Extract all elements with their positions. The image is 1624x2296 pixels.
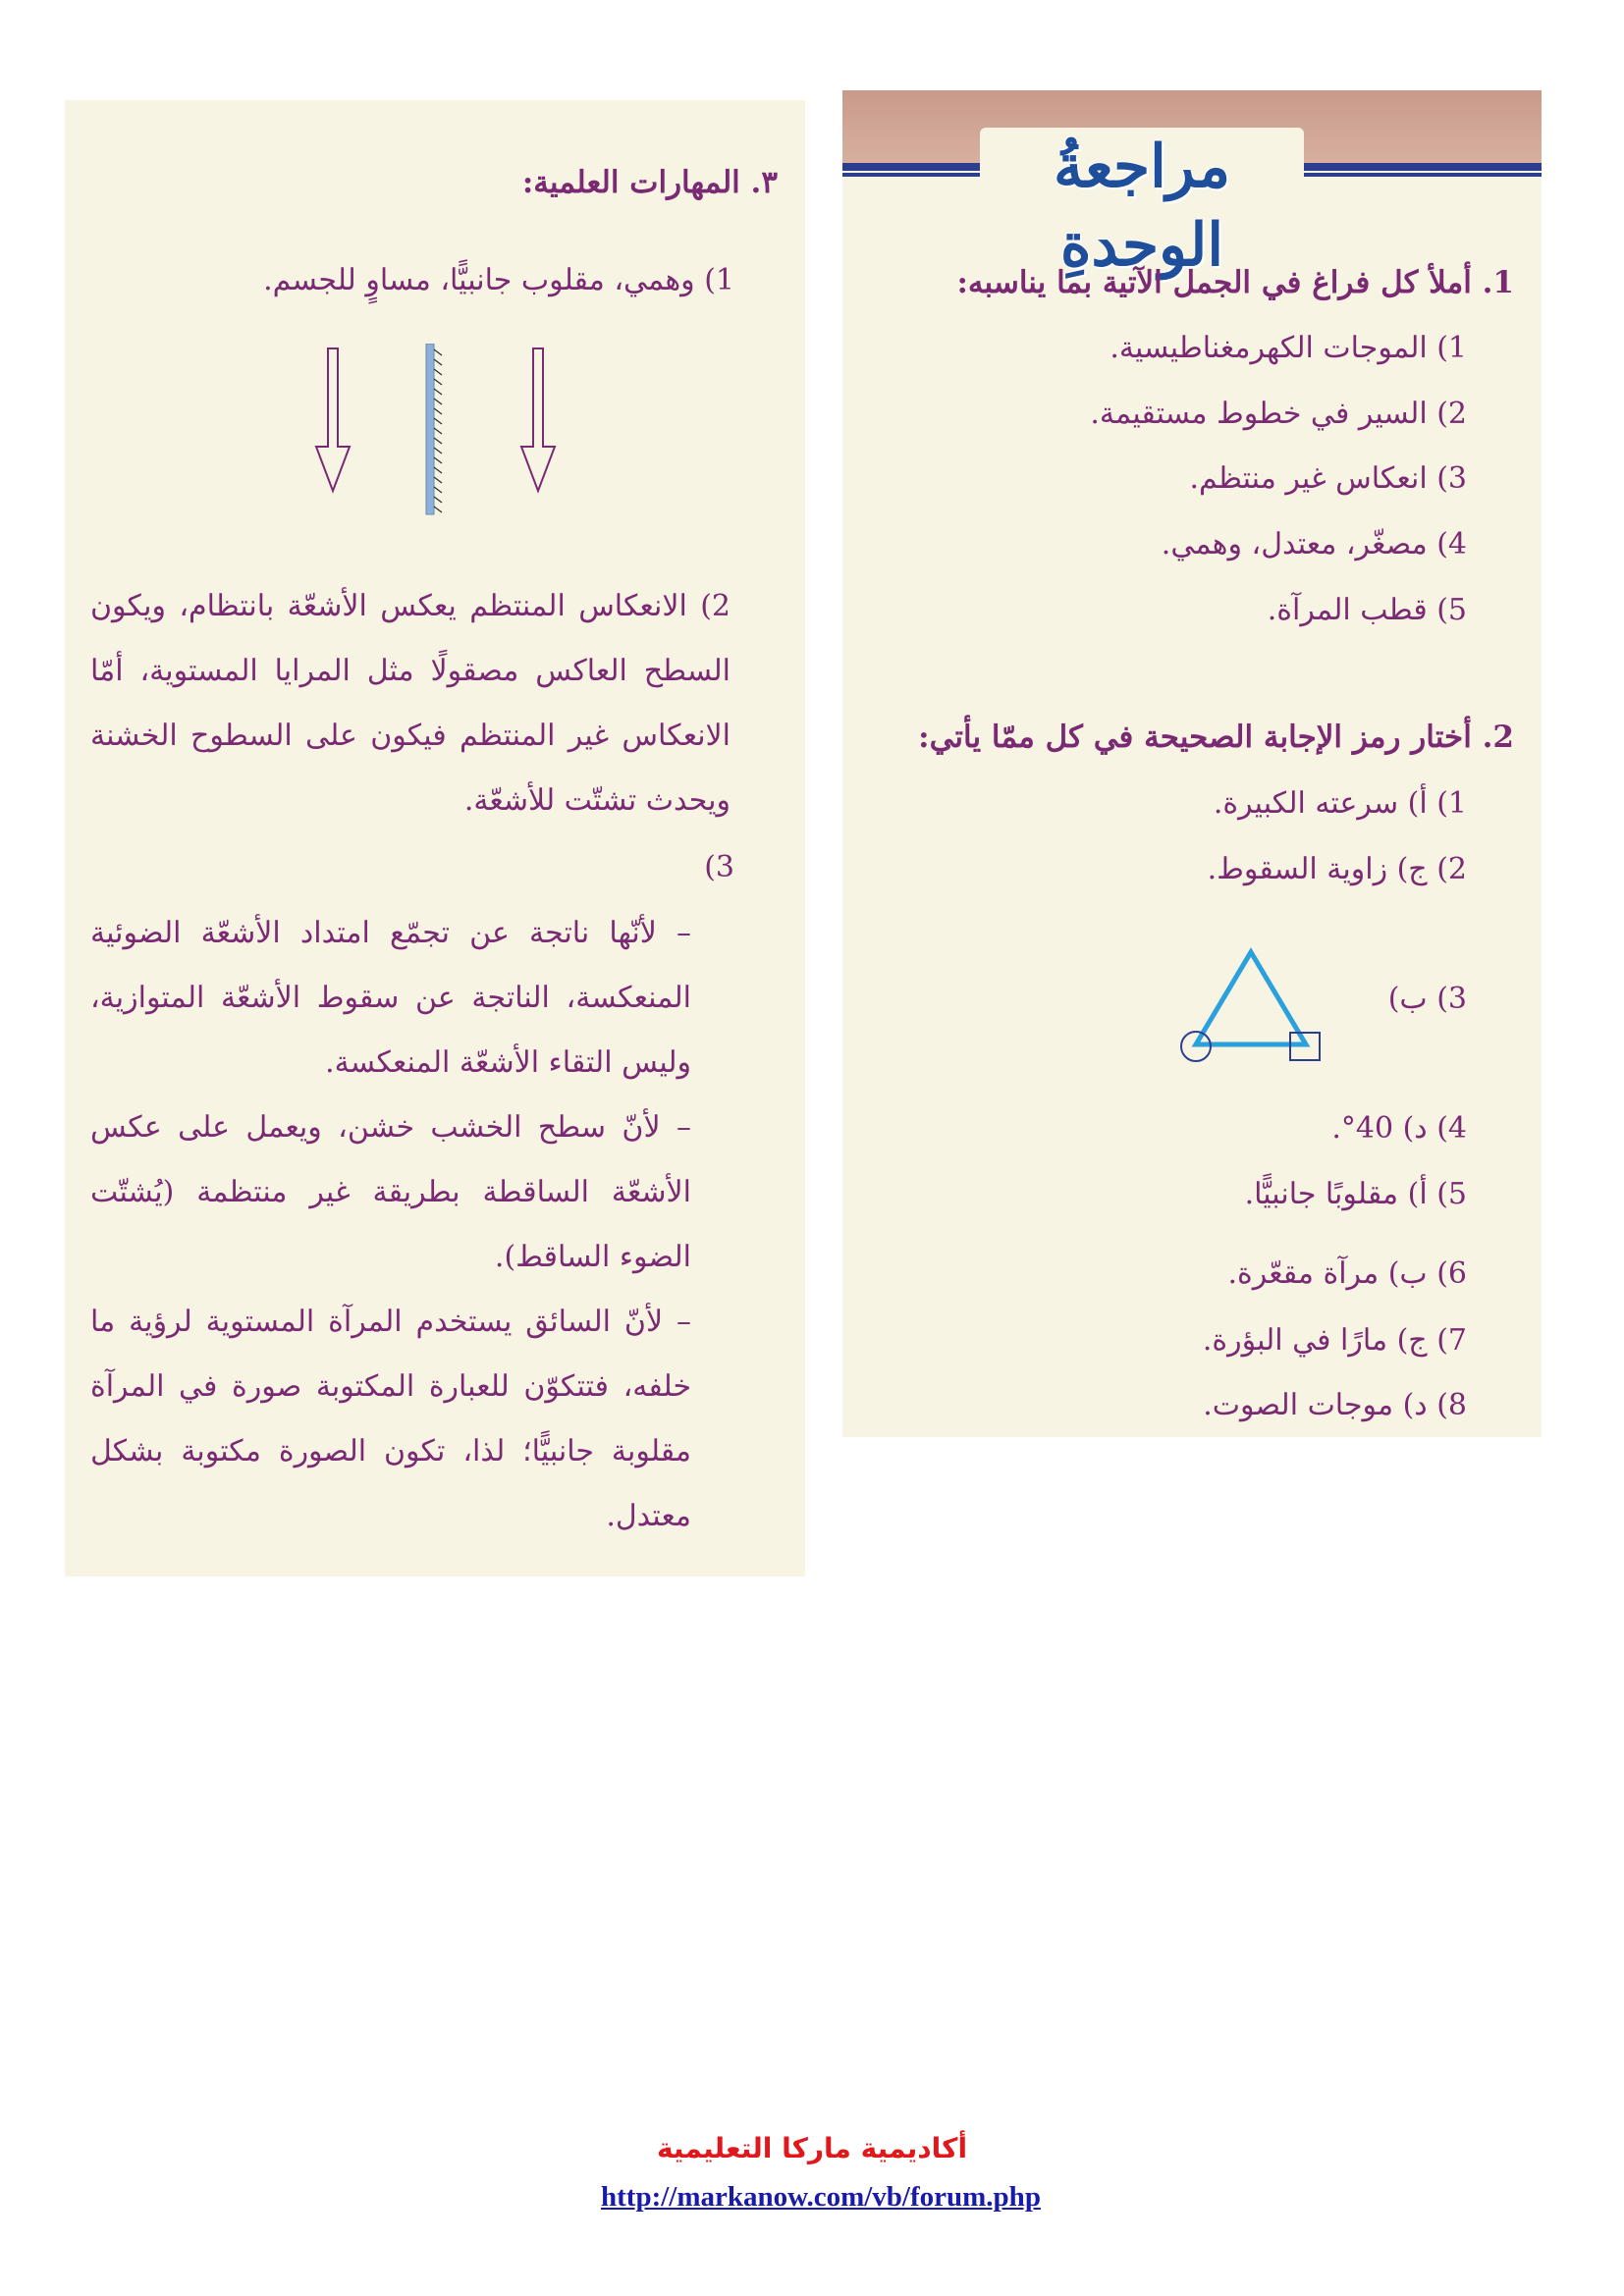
plane-mirror-diagram — [295, 344, 569, 522]
q2-answer-7: 7) ج) مارًا في البؤرة. — [1202, 1323, 1467, 1358]
page-title: مراجعةُ الوحدةِ — [1053, 133, 1231, 280]
q1-answer-2: 2) السير في خطوط مستقيمة. — [1090, 397, 1467, 431]
footer-academy-name: أكاديمية ماركا التعليمية — [656, 2132, 968, 2164]
q1-answer-4: 4) مصغّر، معتدل، وهمي. — [1161, 527, 1467, 561]
q2-answer-3: 3) ب) — [1387, 982, 1467, 1016]
q2-answer-8: 8) د) موجات الصوت. — [1203, 1388, 1467, 1422]
mirror-hatching — [434, 349, 442, 512]
q2-answer-6: 6) ب) مرآة مقعّرة. — [1227, 1256, 1467, 1291]
unit-review-banner — [842, 90, 1542, 280]
skills-answer-1: 1) وهمي، مقلوب جانبيًّا، مساوٍ للجسم. — [263, 263, 734, 297]
skills-answer-3-label: 3) — [704, 850, 734, 884]
triangle-shape — [1196, 952, 1306, 1044]
q2-answer-2: 2) ج) زاوية السقوط. — [1207, 852, 1467, 886]
q2-answer-5: 5) أ) مقلوبًا جانبيًّا. — [1244, 1177, 1467, 1211]
question-2-heading: 2. أختار رمز الإجابة الصحيحة في كل ممّا يأتي: — [918, 720, 1514, 755]
q1-answer-5: 5) قطب المرآة. — [1267, 593, 1467, 627]
skills-answer-3-point-2: – لأنّ سطح الخشب خشن، ويعمل على عكس الأشعّة الساقطة بطريقة غير منتظمة (يُشتّت الضوء الساقط). — [90, 1110, 691, 1274]
skills-heading: ٣. المهارات العلمية: — [521, 165, 778, 200]
question-1-heading: 1. أملأ كل فراغ في الجمل الآتية بما يناسبه: — [956, 265, 1514, 300]
footer-forum-link[interactable]: http://markanow.com/vb/forum.php — [601, 2181, 1041, 2213]
skills-answer-3-point-1: – لأنّها ناتجة عن تجمّع امتداد الأشعّة الضوئية المنعكسة، الناتجة عن سقوط الأشعّة المتوازية، وليس التقاء الأشعّة المنعكسة. — [90, 916, 691, 1080]
q1-answer-1: 1) الموجات الكهرمغناطيسية. — [1110, 331, 1467, 365]
q1-answer-3: 3) انعكاس غير منتظم. — [1189, 461, 1467, 496]
skills-answer-3-point-3: – لأنّ السائق يستخدم المرآة المستوية لرؤية ما خلفه، فتتكوّن للعبارة المكتوبة صورة في المرآة مقلوبة جانبيًّا؛ لذا، تكون الصورة مكتوبة بشكل معتدل. — [90, 1305, 691, 1533]
triangle-diagram — [1168, 942, 1326, 1070]
q2-answer-4: 4) د) 40°. — [1331, 1111, 1467, 1146]
mirror-surface — [426, 344, 434, 514]
q2-answer-1: 1) أ) سرعته الكبيرة. — [1213, 786, 1467, 821]
skills-answer-2: 2) الانعكاس المنتظم يعكس الأشعّة بانتظام، ويكون السطح العاكس مصقولًا مثل المرايا المستوية، أمّا الانعكاس غير المنتظم فيكون على السطوح الخشنة ويحدث تشتّت للأشعّة. — [90, 589, 731, 818]
image-arrow-icon — [521, 348, 555, 491]
object-arrow-icon — [316, 348, 350, 491]
